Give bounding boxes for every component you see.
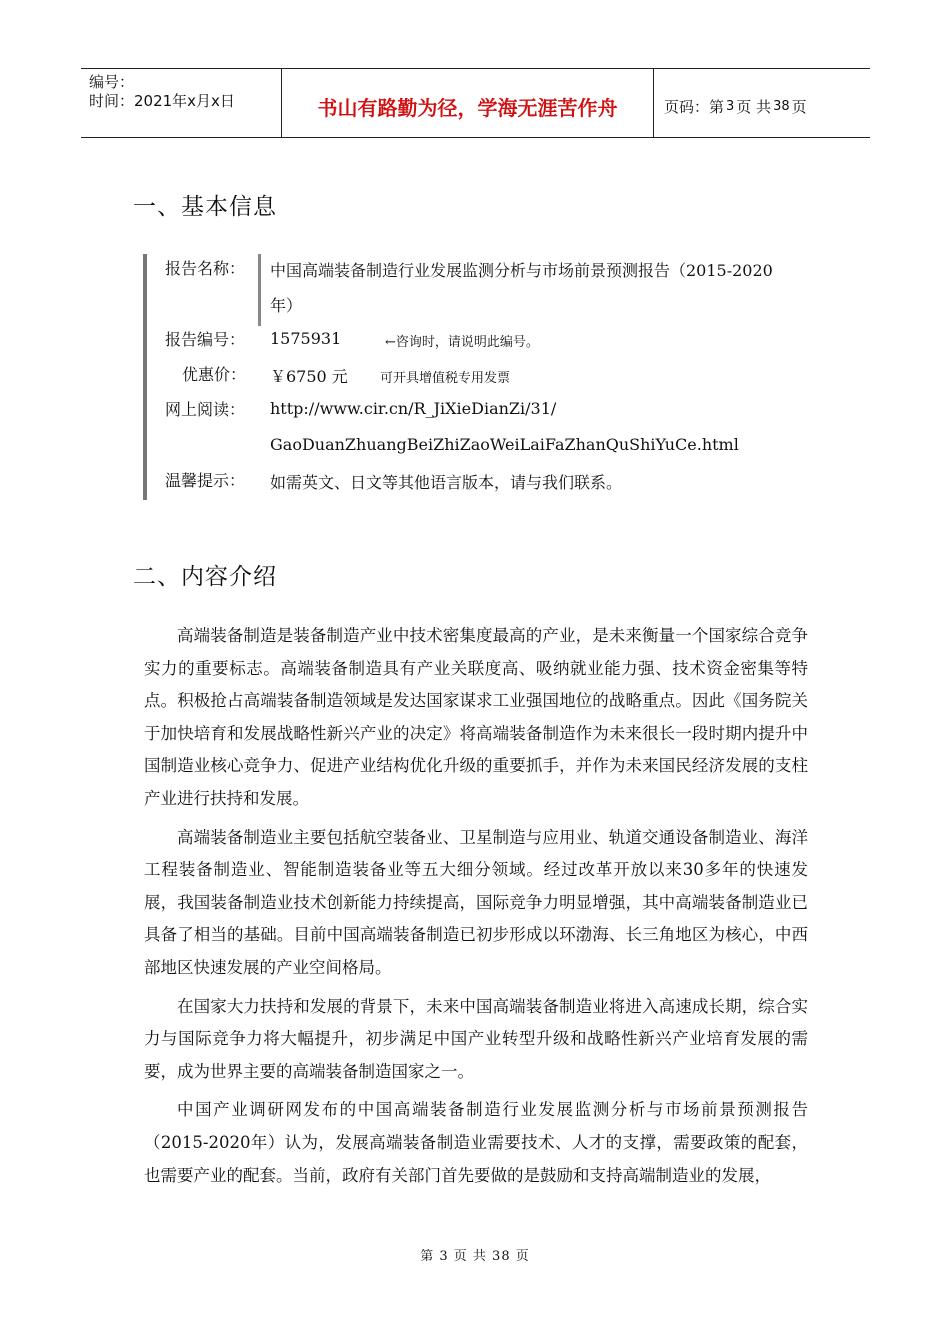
document-number-label: 编号：	[89, 73, 135, 91]
online-read-url-line1[interactable]: http://www.cir.cn/R_JiXieDianZi/31/	[270, 399, 557, 418]
report-code-note: ←咨询时，请说明此编号。	[385, 335, 539, 350]
price-value: ￥6750 元	[270, 367, 348, 386]
paragraph: 在国家大力扶持和发展的背景下，未来中国高端装备制造业将进入高速成长期，综合实力与国际竞争力将大幅提升，初步满足中国产业转型升级和战略性新兴产业培育发展的需要，成为世界主要的高端装备制造国家之一。	[144, 996, 808, 1081]
page-mid: 页 共	[736, 97, 772, 116]
price-label: 优惠价：	[182, 365, 247, 384]
price-note: 可开具增值税专用发票	[380, 371, 511, 386]
info-left-bar	[143, 254, 147, 500]
document-time: 时间：2021年x月x日	[89, 92, 235, 110]
page-prefix: 页码：第	[664, 97, 725, 116]
report-name-line1: 中国高端装备制造行业发展监测分析与市场前景预测报告（2015-2020	[270, 261, 773, 280]
paragraph: 高端装备制造业主要包括航空装备业、卫星制造与应用业、轨道交通设备制造业、海洋工程装备制造业、智能制造装备业等五大细分领域。经过改革开放以来30多年的快速发展，我国装备制造业技术创新能力持续提高，国际竞争力明显增强，其中高端装备制造业已具备了相当的基础。目前中国高端装备制造已初步形成以环渤海、长三角地区为核心，中西部地区快速发展的产业空间格局。	[144, 827, 808, 977]
report-code-label: 报告编号：	[165, 330, 246, 349]
section-title-content-intro: 二、内容介绍	[133, 564, 277, 590]
page-header	[81, 68, 870, 138]
page-suffix: 页	[791, 97, 807, 116]
tip-label: 温馨提示：	[165, 471, 246, 490]
section-title-basic-info: 一、基本信息	[133, 194, 277, 220]
page-footer: 第 3 页 共 38 页	[420, 1249, 530, 1264]
tip-value: 如需英文、日文等其他语言版本，请与我们联系。	[270, 473, 623, 492]
report-code-value: 1575931	[270, 329, 342, 348]
header-meta	[81, 69, 282, 137]
paragraph: 高端装备制造是装备制造产业中技术密集度最高的产业，是未来衡量一个国家综合竞争实力的重要标志。高端装备制造具有产业关联度高、吸纳就业能力强、技术资金密集等特点。积极抢占高端装备制造领域是发达国家谋求工业强国地位的战略重点。因此《国务院关于加快培育和发展战略性新兴产业的决定》将高端装备制造作为未来很长一段时期内提升中国制造业核心竞争力、促进产业结构优化升级的重要抓手，并作为未来国民经济发展的支柱产业进行扶持和发展。	[144, 626, 808, 808]
info-divider	[258, 254, 261, 326]
online-read-url-line2[interactable]: GaoDuanZhuangBeiZhiZaoWeiLaiFaZhanQuShiYuCe.html	[270, 435, 739, 454]
content-body	[144, 620, 808, 1198]
report-name-label: 报告名称：	[165, 259, 246, 278]
header-page-info	[654, 69, 870, 137]
header-motto: 书山有路勤为径，学海无涯苦作舟	[282, 69, 654, 137]
online-read-label: 网上阅读：	[165, 400, 246, 419]
paragraph: 中国产业调研网发布的中国高端装备制造行业发展监测分析与市场前景预测报告（2015-2020年）认为，发展高端装备制造业需要技术、人才的支撑，需要政策的配套，也需要产业的配套。当前，政府有关部门首先要做的是鼓励和支持高端制造业的发展，	[144, 1100, 808, 1185]
report-name-line2: 年）	[270, 296, 303, 315]
page-total: 38	[773, 98, 790, 114]
page-current: 3	[726, 98, 735, 114]
